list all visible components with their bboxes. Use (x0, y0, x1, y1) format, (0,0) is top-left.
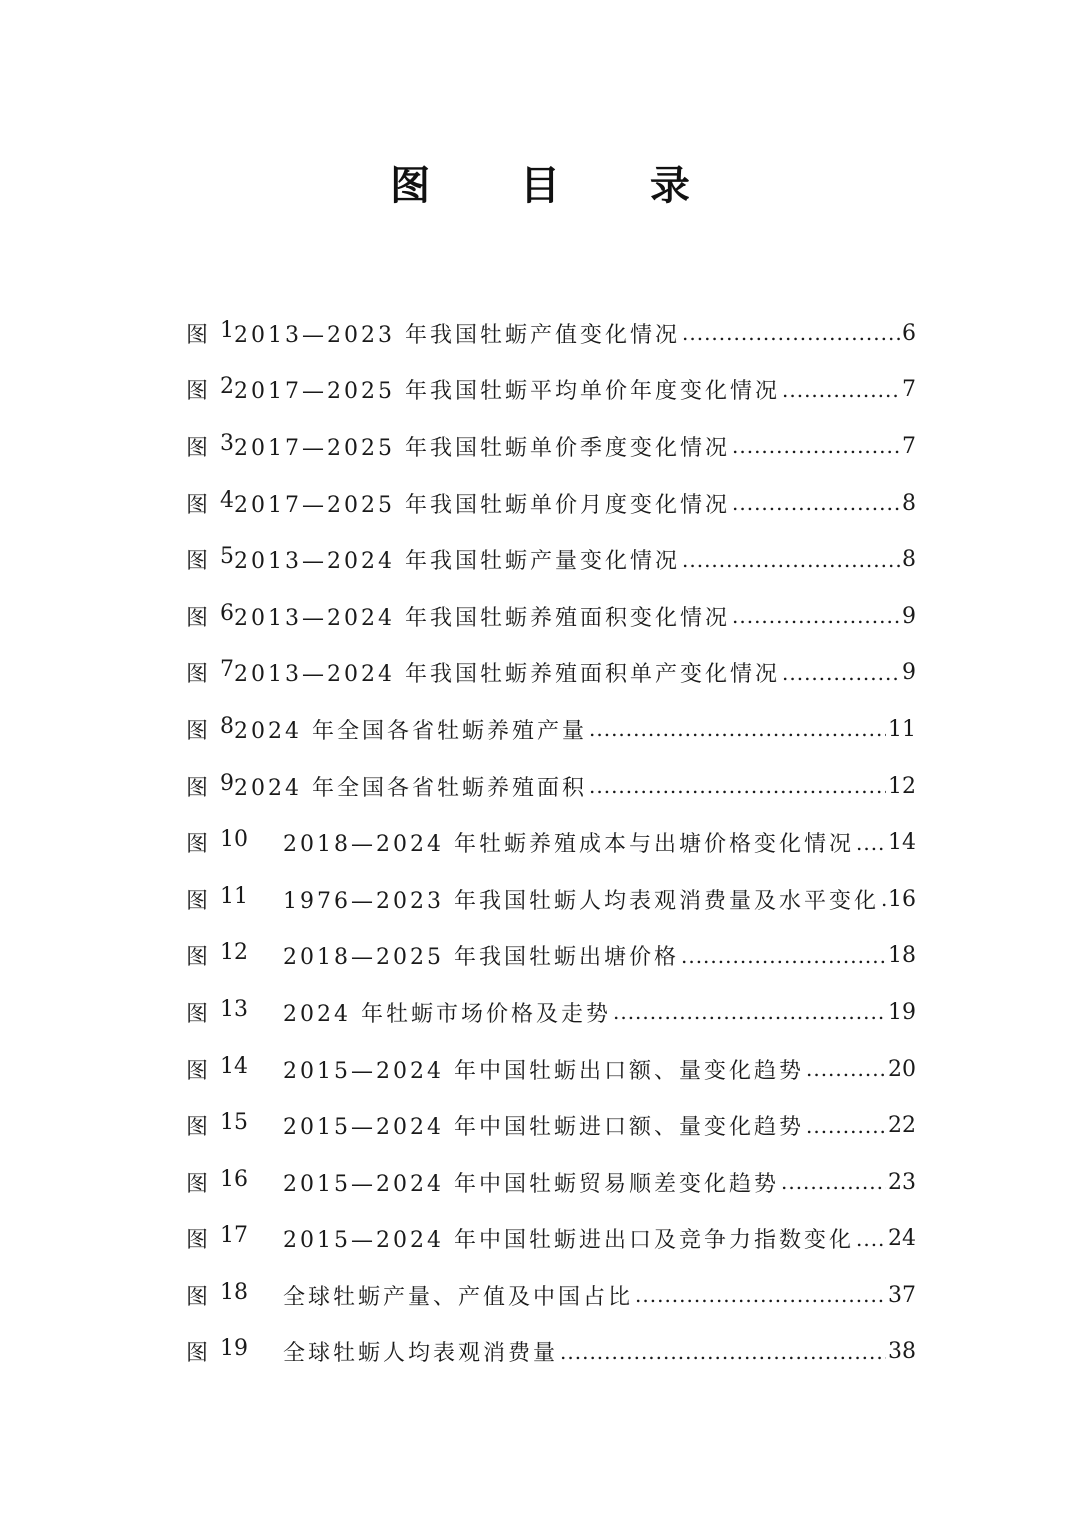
toc-title: 2013—2023 年我国牡蛎产值变化情况 (234, 322, 680, 348)
toc-label (186, 374, 234, 405)
toc-page-number: 8 (902, 547, 916, 573)
toc-leader-dots (613, 1000, 886, 1024)
toc-entry[interactable] (186, 418, 916, 475)
toc-number: 8 (220, 713, 235, 739)
toc-entry[interactable] (186, 871, 916, 928)
toc-number: 9 (220, 770, 235, 796)
toc-leader-dots (681, 944, 886, 968)
toc-label (186, 771, 234, 802)
toc-leader-dots (782, 378, 900, 402)
toc-prefix: 图 (186, 1001, 209, 1027)
toc-page-number: 8 (902, 490, 916, 516)
toc-leader-dots (732, 491, 900, 515)
toc-title: 2015—2024 年中国牡蛎出口额、量变化趋势 (283, 1058, 804, 1084)
toc-leader-dots (856, 831, 886, 855)
toc-entry[interactable] (186, 984, 916, 1041)
toc-page-number: 20 (888, 1056, 916, 1082)
toc-label (186, 1110, 283, 1141)
toc-leader-dots (856, 1227, 886, 1251)
toc-label (186, 1223, 283, 1254)
toc-page-number: 24 (888, 1226, 916, 1252)
toc-title: 2018—2025 年我国牡蛎出塘价格 (283, 945, 679, 971)
toc-page-number: 22 (888, 1113, 916, 1139)
toc-prefix: 图 (186, 945, 209, 971)
toc-leader-dots (589, 774, 886, 798)
toc-number: 2 (220, 374, 235, 400)
toc-title: 2017—2025 年我国牡蛎平均单价年度变化情况 (234, 379, 780, 405)
toc-title: 2015—2024 年中国牡蛎贸易顺差变化趋势 (283, 1171, 779, 1197)
toc-leader-dots (560, 1340, 886, 1364)
toc-number: 6 (220, 600, 235, 626)
toc-number: 1 (220, 317, 235, 343)
toc-entry[interactable] (186, 1041, 916, 1098)
toc-number: 5 (220, 544, 235, 570)
toc-page-number: 38 (888, 1339, 916, 1365)
toc-title: 2017—2025 年我国牡蛎单价月度变化情况 (234, 492, 730, 518)
toc-leader-dots (682, 548, 900, 572)
toc-page-number: 16 (888, 886, 916, 912)
toc-leader-dots (732, 434, 900, 458)
toc-title: 2013—2024 年我国牡蛎养殖面积单产变化情况 (234, 662, 780, 688)
toc-number: 14 (220, 1053, 249, 1079)
toc-title: 1976—2023 年我国牡蛎人均表观消费量及水平变化 (283, 888, 879, 914)
page-title: 图 目 录 (390, 163, 728, 209)
toc-prefix: 图 (186, 1171, 209, 1197)
toc-entry[interactable] (186, 701, 916, 758)
toc-prefix: 图 (186, 662, 209, 688)
toc-entry[interactable] (186, 1267, 916, 1324)
toc-entry[interactable] (186, 1154, 916, 1211)
toc-label (186, 657, 234, 688)
toc-prefix: 图 (186, 775, 209, 801)
toc-entry[interactable] (186, 645, 916, 702)
toc-page-number: 7 (902, 433, 916, 459)
toc-title: 2017—2025 年我国牡蛎单价季度变化情况 (234, 435, 730, 461)
toc-prefix: 图 (186, 549, 209, 575)
toc-page-number: 18 (888, 943, 916, 969)
toc-number: 19 (220, 1336, 249, 1362)
toc-entry[interactable] (186, 531, 916, 588)
toc-title: 全球牡蛎产量、产值及中国占比 (283, 1284, 634, 1310)
toc-label (186, 318, 234, 349)
toc-label (186, 827, 283, 858)
toc-number: 3 (220, 430, 235, 456)
toc-label (186, 997, 283, 1028)
toc-page-number: 7 (902, 377, 916, 403)
toc-page-number: 9 (902, 603, 916, 629)
toc-title: 2013—2024 年我国牡蛎产量变化情况 (234, 549, 680, 575)
toc-title: 2015—2024 年中国牡蛎进出口及竞争力指数变化 (283, 1228, 854, 1254)
toc-number: 11 (220, 883, 249, 909)
toc-title: 2013—2024 年我国牡蛎养殖面积变化情况 (234, 605, 730, 631)
toc-prefix: 图 (186, 605, 209, 631)
toc-page-number: 14 (888, 830, 916, 856)
toc-entry[interactable] (186, 1097, 916, 1154)
toc-number: 15 (220, 1110, 249, 1136)
toc-number: 17 (220, 1223, 249, 1249)
toc-prefix: 图 (186, 718, 209, 744)
toc-entry[interactable] (186, 1324, 916, 1381)
toc-number: 18 (220, 1279, 249, 1305)
toc-leader-dots (806, 1057, 886, 1081)
toc-title: 2015—2024 年中国牡蛎进口额、量变化趋势 (283, 1115, 804, 1141)
toc-title: 2024 年牡蛎市场价格及走势 (283, 1001, 611, 1027)
toc-title: 2024 年全国各省牡蛎养殖面积 (234, 775, 587, 801)
toc-label (186, 1280, 283, 1311)
toc-prefix: 图 (186, 1115, 209, 1141)
toc-entry[interactable] (186, 928, 916, 985)
toc-label (186, 1336, 283, 1367)
toc-page-number: 9 (902, 660, 916, 686)
toc-label (186, 940, 283, 971)
toc-label (186, 714, 234, 745)
toc-prefix: 图 (186, 1341, 209, 1367)
toc-prefix: 图 (186, 492, 209, 518)
figure-toc-list (186, 305, 916, 1380)
toc-prefix: 图 (186, 1284, 209, 1310)
toc-prefix: 图 (186, 1228, 209, 1254)
toc-label (186, 601, 234, 632)
toc-leader-dots (781, 1170, 886, 1194)
toc-entry[interactable] (186, 362, 916, 419)
toc-number: 10 (220, 827, 249, 853)
toc-prefix: 图 (186, 888, 209, 914)
toc-title: 全球牡蛎人均表观消费量 (283, 1341, 559, 1367)
toc-entry[interactable] (186, 305, 916, 362)
toc-prefix: 图 (186, 1058, 209, 1084)
toc-page-number: 12 (888, 773, 916, 799)
toc-leader-dots (732, 604, 900, 628)
toc-number: 12 (220, 940, 249, 966)
toc-leader-dots (635, 1283, 886, 1307)
toc-page-number: 23 (888, 1169, 916, 1195)
toc-title: 2024 年全国各省牡蛎养殖产量 (234, 718, 587, 744)
toc-entry[interactable] (186, 588, 916, 645)
toc-number: 7 (220, 657, 235, 683)
toc-number: 4 (220, 487, 235, 513)
toc-page-number: 19 (888, 999, 916, 1025)
toc-leader-dots (782, 661, 900, 685)
toc-entry[interactable] (186, 1211, 916, 1268)
toc-label (186, 544, 234, 575)
toc-number: 16 (220, 1166, 249, 1192)
toc-prefix: 图 (186, 379, 209, 405)
toc-page-number: 6 (902, 320, 916, 346)
toc-page-number: 11 (888, 716, 916, 742)
toc-label (186, 431, 234, 462)
toc-page-number: 37 (888, 1282, 916, 1308)
toc-leader-dots (881, 887, 886, 911)
toc-entry[interactable] (186, 475, 916, 532)
toc-label (186, 488, 234, 519)
toc-label (186, 1054, 283, 1085)
toc-entry[interactable] (186, 814, 916, 871)
toc-leader-dots (682, 321, 900, 345)
toc-leader-dots (806, 1114, 886, 1138)
toc-prefix: 图 (186, 832, 209, 858)
toc-prefix: 图 (186, 435, 209, 461)
toc-entry[interactable] (186, 758, 916, 815)
toc-number: 13 (220, 996, 249, 1022)
toc-title: 2018—2024 年牡蛎养殖成本与出塘价格变化情况 (283, 832, 854, 858)
toc-leader-dots (589, 717, 886, 741)
toc-prefix: 图 (186, 322, 209, 348)
toc-label (186, 1167, 283, 1198)
toc-label (186, 884, 283, 915)
